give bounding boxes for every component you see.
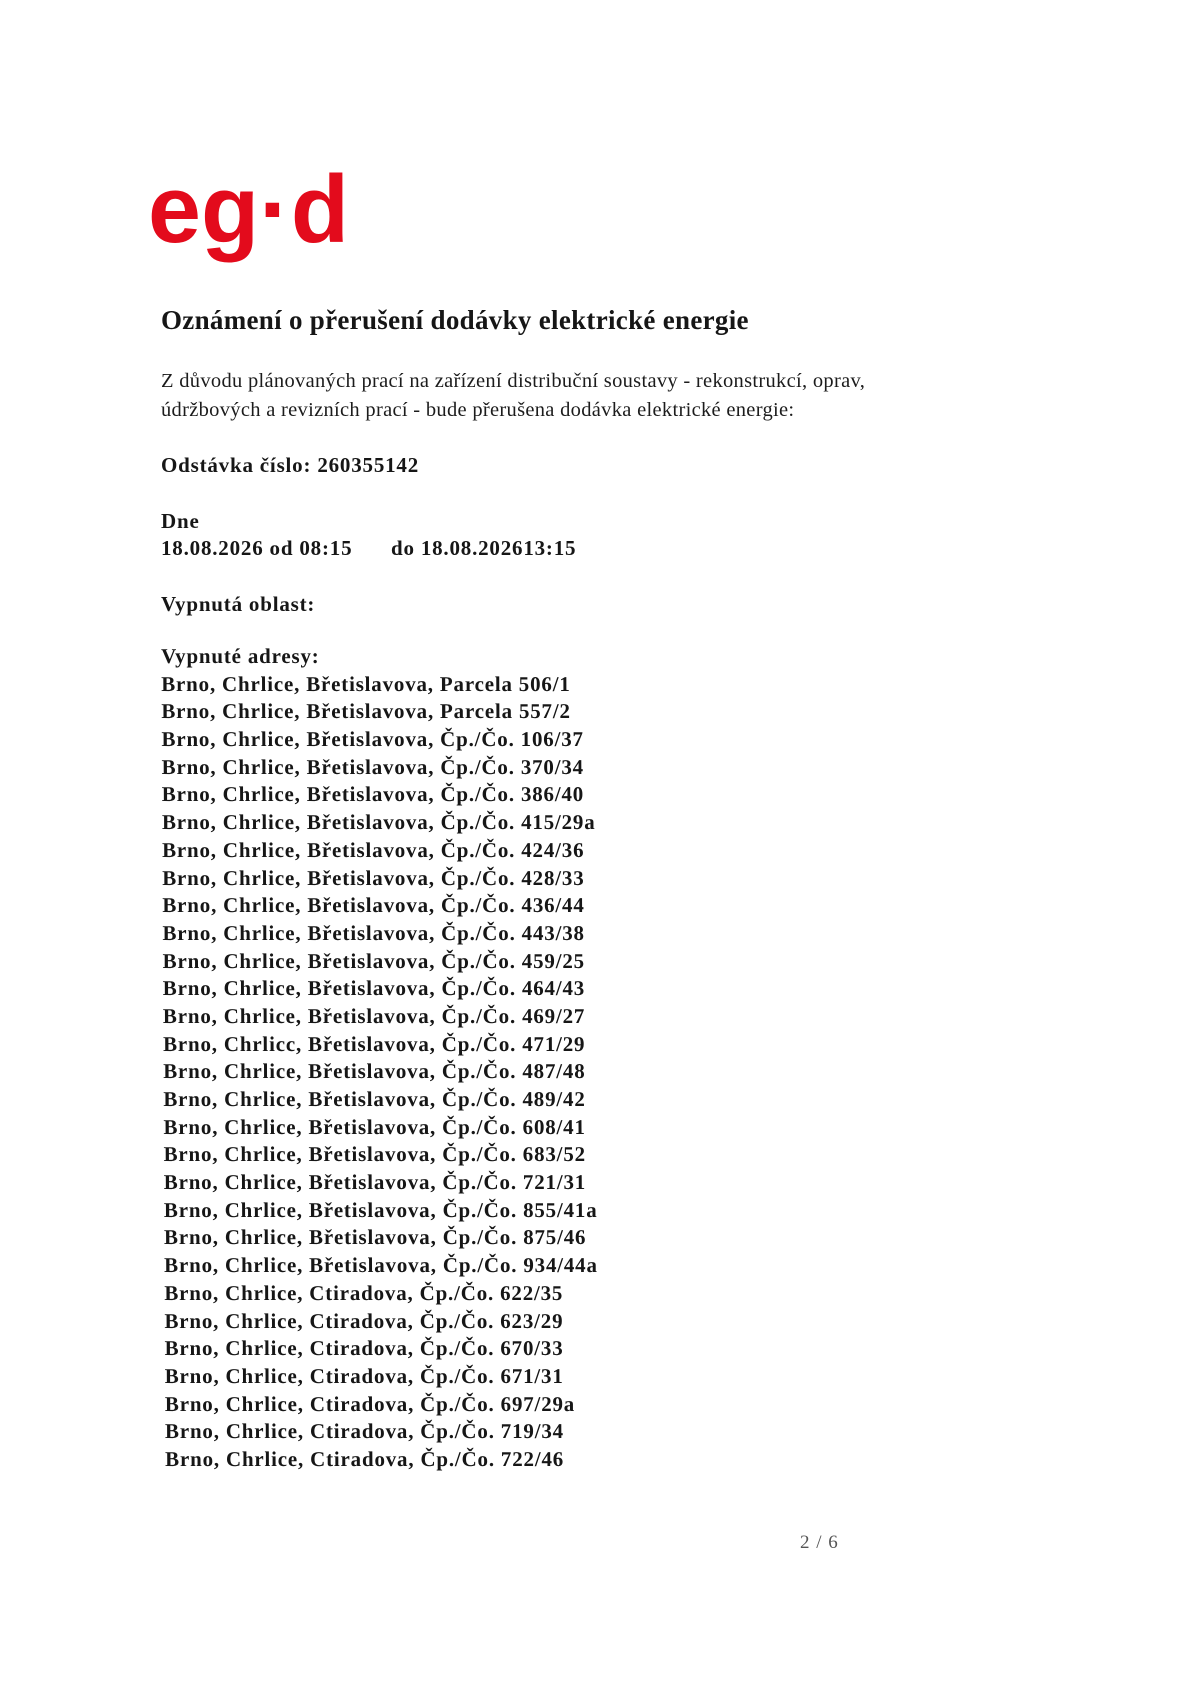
affected-area-label: Vypnutá oblast: — [161, 592, 316, 616]
address-line: Brno, Chrlice, Břetislavova, Čp./Čo. 855/41a — [163, 1197, 598, 1222]
address-line: Brno, Chrlice, Břetislavova, Čp./Čo. 489/42 — [163, 1087, 586, 1111]
address-line: Brno, Chrlice, Břetislavova, Čp./Čo. 370/34 — [161, 754, 584, 779]
address-line: Brno, Chrlice, Břetislavova, Čp./Čo. 934/44a — [164, 1253, 598, 1278]
affected-addresses-list — [161, 643, 599, 1474]
address-line: Brno, Chrlice, Břetislavova, Parcela 506/1 — [161, 671, 571, 696]
outage-number-value: 260355142 — [317, 453, 420, 477]
address-line: Brno, Chrlice, Břetislavova, Čp./Čo. 415/29a — [161, 810, 596, 835]
address-line: Brno, Chrlice, Ctiradova, Čp./Čo. 622/35 — [164, 1280, 564, 1305]
intro-line: Z důvodu plánovaných prací na zařízení distribuční soustavy - rekonstrukcí, oprav, — [161, 370, 866, 392]
address-line: Brno, Chrlice, Ctiradova, Čp./Čo. 623/29 — [164, 1308, 564, 1333]
address-line: Brno, Chrlice, Břetislavova, Čp./Čo. 436/44 — [162, 893, 585, 918]
address-line: Brno, Chrlice, Břetislavova, Čp./Čo. 464/43 — [162, 976, 586, 1001]
address-line: Brno, Chrlice, Břetislavova, Čp./Čo. 428/33 — [162, 865, 585, 890]
affected-addresses-label: Vypnuté adresy: — [161, 644, 320, 668]
address-line: Brno, Chrlice, Ctiradova, Čp./Čo. 671/31 — [164, 1363, 564, 1388]
address-line: Brno, Chrlice, Ctiradova, Čp./Čo. 697/29a — [164, 1391, 576, 1416]
address-line: Brno, Chrlice, Břetislavova, Čp./Čo. 106/37 — [161, 727, 584, 752]
address-line: Brno, Chrlice, Břetislavova, Čp./Čo. 424/36 — [161, 837, 585, 862]
address-line: Brno, Chrlice, Břetislavova, Čp./Čo. 459/25 — [162, 948, 585, 973]
outage-number-label: Odstávka číslo: — [161, 453, 312, 477]
intro-line: údržbových a revizních prací - bude přerušena dodávka elektrické energie: — [161, 399, 795, 421]
address-line: Brno, Chrlice, Břetislavova, Čp./Čo. 721/31 — [163, 1170, 587, 1195]
address-line: Brno, Chrlicc, Břetislavova, Čp./Čo. 471/29 — [162, 1031, 586, 1056]
address-line: Brno, Chrlice, Břetislavova, Parcela 557/2 — [161, 699, 571, 724]
outage-date-range — [161, 534, 621, 562]
address-line: Brno, Chrlice, Ctiradova, Čp./Čo. 670/33 — [164, 1336, 564, 1361]
intro-paragraph — [161, 367, 865, 425]
outage-end: do 18.08.202613:15 — [391, 536, 577, 560]
logo-wordmark: eg·d — [148, 168, 349, 263]
address-line: Brno, Chrlice, Břetislavova, Čp./Čo. 386/40 — [161, 782, 585, 807]
outage-number — [161, 451, 419, 479]
address-line: Brno, Chrlice, Břetislavova, Čp./Čo. 469/27 — [162, 1003, 586, 1028]
address-line: Brno, Chrlice, Ctiradova, Čp./Čo. 719/34 — [164, 1419, 564, 1444]
address-line: Brno, Chrlice, Břetislavova, Čp./Čo. 487/48 — [163, 1059, 586, 1084]
address-line: Brno, Chrlice, Břetislavova, Čp./Čo. 683/52 — [163, 1142, 586, 1167]
address-line: Brno, Chrlice, Břetislavova, Čp./Čo. 608/41 — [163, 1114, 586, 1139]
outage-start: 18.08.2026 od 08:15 — [161, 536, 353, 560]
date-label: Dne — [161, 509, 200, 533]
address-line: Brno, Chrlice, Ctiradova, Čp./Čo. 722/46 — [165, 1446, 565, 1471]
page-number: 2 / 6 — [800, 1532, 839, 1553]
document-title: Oznámení o přerušení dodávky elektrické energie — [161, 305, 749, 335]
address-line: Brno, Chrlice, Břetislavova, Čp./Čo. 875/46 — [163, 1225, 587, 1250]
address-line: Brno, Chrlice, Břetislavova, Čp./Čo. 443/38 — [162, 920, 585, 945]
egd-logo — [146, 168, 356, 272]
